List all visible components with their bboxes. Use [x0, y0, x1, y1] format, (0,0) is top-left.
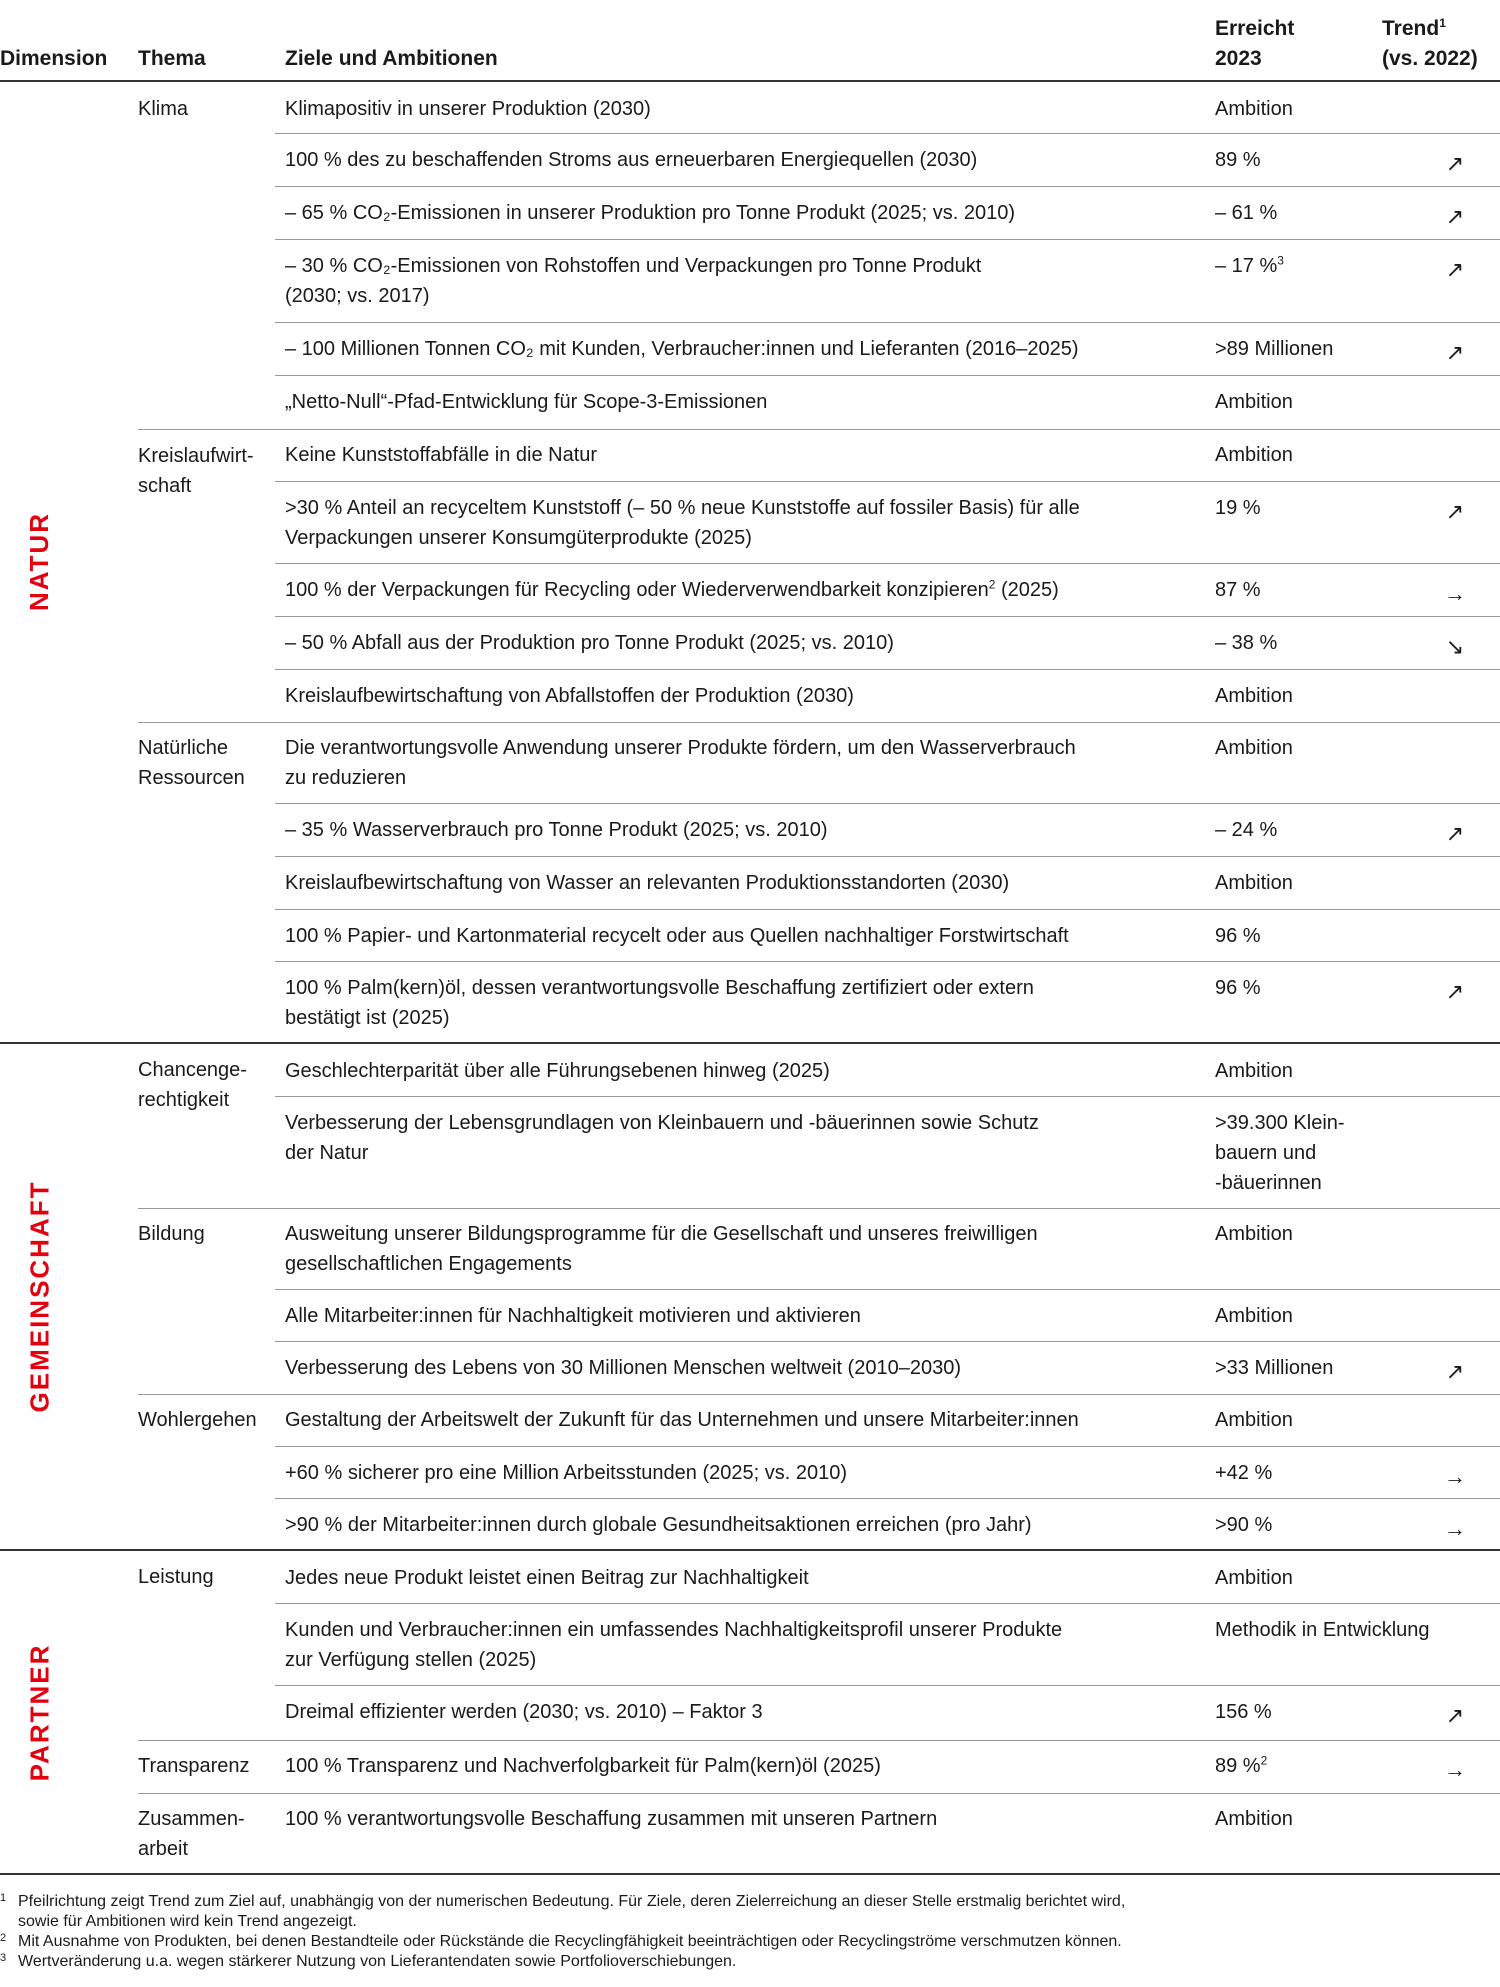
table-row: [275, 618, 1500, 670]
table-row: [275, 324, 1500, 376]
table-row: [275, 483, 1500, 564]
achieved-value: Ambition: [1215, 1409, 1293, 1431]
trend-up-icon: ↗: [1445, 1359, 1465, 1384]
achieved-value: Ambition: [1215, 685, 1293, 707]
goal-text: Jedes neue Produkt leistet einen Beitrag zur Nachhaltigkeit: [285, 1567, 809, 1589]
goal-line1: Ausweitung unserer Bildungsprogramme für die Gesellschaft und unseres freiwilligen: [285, 1223, 1038, 1245]
trend-up-icon: ↗: [1445, 979, 1465, 1004]
header-erreicht-line2: 2023: [1215, 47, 1262, 70]
achieved-value: Ambition: [1215, 1060, 1293, 1082]
table-row: [275, 135, 1500, 187]
goal-text: [285, 251, 1195, 311]
theme-wohlergehen: Wohlergehen: [138, 1409, 257, 1431]
theme-transparenz: Transparenz: [138, 1755, 250, 1777]
achieved-value: +42 %: [1215, 1462, 1273, 1484]
achieved-value: 156 %: [1215, 1701, 1272, 1723]
footnote-number: 3: [0, 1952, 7, 1964]
achieved-value: 96 %: [1215, 925, 1261, 947]
table-row: [275, 430, 1500, 482]
footnote-number: 1: [0, 1892, 7, 1904]
table-row: [275, 671, 1500, 722]
trend-up-icon: ↗: [1445, 204, 1465, 229]
goal-text: Verbesserung des Lebens von 30 Millionen Menschen weltweit (2010–2030): [285, 1357, 961, 1379]
goal-text: 100 % Papier- und Kartonmaterial recycelt oder aus Quellen nachhaltiger Forstwirtschaft: [285, 925, 1069, 947]
footnote-ref: 2: [1260, 1753, 1268, 1768]
achieved-text: – 17 %: [1215, 255, 1278, 277]
goal-text: – 65 % CO₂-Emissionen in unserer Produktion pro Tonne Produkt (2025; vs. 2010): [285, 202, 1016, 224]
achieved-value: Ambition: [1215, 391, 1293, 413]
table-row: [275, 1794, 1500, 1872]
achieved-value: Ambition: [1215, 872, 1293, 894]
achieved-value: Ambition: [1215, 1567, 1293, 1589]
theme-ressourcen-line1: Natürliche: [138, 737, 229, 759]
achieved-value: >89 Millionen: [1215, 338, 1334, 360]
table-row: [275, 1098, 1500, 1208]
theme-zusammen-line1: Zusammen-: [138, 1808, 245, 1830]
goal-text: Keine Kunststoffabfälle in die Natur: [285, 444, 598, 466]
table-row: [275, 1605, 1500, 1686]
achieved-value: Ambition: [1215, 98, 1293, 120]
goal-line2: zu reduzieren: [285, 767, 407, 789]
trend-up-icon: ↗: [1445, 499, 1465, 524]
footnote-text: Mit Ausnahme von Produkten, bei denen Bestandteile oder Rückstände die Recyclingfähigkeit beeinträchtigen oder Recyclingströme verschmutzen können.: [18, 1933, 1122, 1950]
achieved-value: Ambition: [1215, 444, 1293, 466]
table-row: [275, 84, 1500, 134]
goal-text: 100 % des zu beschaffenden Stroms aus erneuerbaren Energiequellen (2030): [285, 149, 978, 171]
footnote-text: sowie für Ambitionen wird kein Trend angezeigt.: [18, 1913, 357, 1930]
trend-down-icon: ↘: [1445, 634, 1465, 659]
goal-text: Geschlechterparität über alle Führungsebenen hinweg (2025): [285, 1060, 830, 1082]
achieved-value: Ambition: [1215, 1223, 1293, 1245]
goal-text: 100 % verantwortungsvolle Beschaffung zusammen mit unseren Partnern: [285, 1808, 938, 1830]
theme-kreislauf-line2: schaft: [138, 475, 192, 497]
goal-text: – 35 % Wasserverbrauch pro Tonne Produkt (2025; vs. 2010): [285, 819, 828, 841]
goal-line2: zur Verfügung stellen (2025): [285, 1649, 537, 1671]
dimension-label-natur: NATUR: [24, 511, 55, 611]
table-row: [275, 963, 1500, 1042]
trend-right-icon: →: [1444, 1464, 1466, 1489]
theme-bildung: Bildung: [138, 1223, 205, 1245]
achieved-text: 89 %: [1215, 1755, 1261, 1777]
header-trend-line2: (vs. 2022): [1382, 47, 1478, 70]
achieved-value: – 24 %: [1215, 819, 1278, 841]
achieved-value: 96 %: [1215, 977, 1261, 999]
trend-up-icon: ↗: [1445, 151, 1465, 176]
theme-chancen-line2: rechtigkeit: [138, 1089, 230, 1111]
goal-text: [285, 1219, 1195, 1279]
footnote-ref: 3: [1277, 253, 1284, 268]
goal-line1: – 30 % CO₂-Emissionen von Rohstoffen und Verpackungen pro Tonne Produkt: [285, 255, 982, 277]
goal-text: Gestaltung der Arbeitswelt der Zukunft für das Unternehmen und unsere Mitarbeiter:innen: [285, 1409, 1079, 1431]
theme-natuerliche-ressourcen: [138, 733, 278, 793]
goal-text: Kreislaufbewirtschaftung von Abfallstoffen der Produktion (2030): [285, 685, 854, 707]
goal-line1: Die verantwortungsvolle Anwendung unserer Produkte fördern, um den Wasserverbrauch: [285, 737, 1076, 759]
table-row: [275, 241, 1500, 323]
achieved-value: Ambition: [1215, 1808, 1293, 1830]
achieved-value: Ambition: [1215, 1305, 1293, 1327]
goal-line2: gesellschaftlichen Engagements: [285, 1253, 572, 1275]
goal-line1: >30 % Anteil an recyceltem Kunststoff (– 50 % neue Kunststoffe auf fossiler Basis) für alle: [285, 497, 1080, 519]
footnote-2: [0, 1932, 1500, 1952]
goal-line1: Verbesserung der Lebensgrundlagen von Kleinbauern und -bäuerinnen sowie Schutz: [285, 1112, 1039, 1134]
goal-text: Dreimal effizienter werden (2030; vs. 2010) – Faktor 3: [285, 1701, 763, 1723]
table-row: [275, 1291, 1500, 1342]
theme-zusammen-line2: arbeit: [138, 1838, 189, 1860]
trend-up-icon: ↗: [1445, 340, 1465, 365]
table-header: [0, 0, 1500, 82]
achieved-value: 87 %: [1215, 579, 1261, 601]
footnote-text: Wertveränderung u.a. wegen stärkerer Nutzung von Lieferantendaten sowie Portfolioverschiebungen.: [18, 1953, 737, 1970]
table-row: [275, 1687, 1500, 1740]
goal-text: – 100 Millionen Tonnen CO₂ mit Kunden, Verbraucher:innen und Lieferanten (2016–2025): [285, 338, 1079, 360]
goal-text: +60 % sicherer pro eine Million Arbeitsstunden (2025; vs. 2010): [285, 1462, 847, 1484]
table-row: [275, 723, 1500, 804]
achieved-line2: bauern und: [1215, 1142, 1317, 1164]
achieved-value: Ambition: [1215, 737, 1293, 759]
table-row: [275, 1500, 1500, 1549]
goal-text: [285, 575, 1195, 605]
goal-line2: bestätigt ist (2025): [285, 1007, 450, 1029]
trend-up-icon: ↗: [1445, 821, 1465, 846]
goal-text: [285, 733, 1195, 793]
goal-line2: Verpackungen unserer Konsumgüterprodukte (2025): [285, 527, 752, 549]
theme-klima: Klima: [138, 98, 189, 120]
trend-up-icon: ↗: [1445, 1703, 1465, 1728]
header-erreicht-line1: Erreicht: [1215, 17, 1295, 40]
goal-text: >90 % der Mitarbeiter:innen durch globale Gesundheitsaktionen erreichen (pro Jahr): [285, 1514, 1032, 1536]
header-erreicht: [1215, 14, 1294, 74]
theme-ressourcen-line2: Ressourcen: [138, 767, 245, 789]
achieved-value: Methodik in Entwicklung: [1215, 1619, 1430, 1641]
table-row: [275, 1209, 1500, 1290]
table-row: [275, 911, 1500, 962]
trend-up-icon: ↗: [1445, 257, 1465, 282]
theme-chancengerechtigkeit: [138, 1055, 278, 1115]
header-trend-sup: 1: [1439, 16, 1446, 30]
header-ziele: Ziele und Ambitionen: [285, 47, 498, 70]
trend-right-icon: →: [1444, 1516, 1466, 1541]
header-trend-line1: Trend: [1382, 17, 1440, 40]
goal-text: [285, 973, 1195, 1033]
table-row: [275, 1046, 1500, 1097]
theme-zusammenarbeit: [138, 1804, 278, 1864]
achieved-value: – 61 %: [1215, 202, 1278, 224]
achieved-value: – 38 %: [1215, 632, 1278, 654]
theme-leistung: Leistung: [138, 1566, 214, 1588]
goal-text: „Netto-Null“-Pfad-Entwicklung für Scope-3-Emissionen: [285, 391, 768, 413]
goal-line1: Kunden und Verbraucher:innen ein umfassendes Nachhaltigkeitsprofil unserer Produkte: [285, 1619, 1063, 1641]
trend-right-icon: →: [1444, 1757, 1466, 1782]
table-row: [275, 1448, 1500, 1499]
footnote-number: 2: [0, 1932, 7, 1944]
goal-text: [285, 493, 1195, 553]
theme-chancen-line1: Chancenge-: [138, 1059, 247, 1081]
goal-text: Alle Mitarbeiter:innen für Nachhaltigkeit motivieren und aktivieren: [285, 1305, 861, 1327]
table-row: [275, 377, 1500, 428]
theme-kreislauf-line1: Kreislaufwirt-: [138, 445, 254, 467]
table-row: [275, 1395, 1500, 1447]
achieved-value: 89 %: [1215, 149, 1261, 171]
achieved-value: >33 Millionen: [1215, 1357, 1334, 1379]
goal-text: Klimapositiv in unserer Produktion (2030): [285, 98, 651, 120]
footnotes: [0, 1892, 1500, 1972]
header-dimension: Dimension: [0, 47, 108, 70]
table-row: [275, 188, 1500, 240]
table-row: [275, 1553, 1500, 1604]
table-row: [275, 805, 1500, 857]
achieved-value: 19 %: [1215, 497, 1261, 519]
goal-text: Kreislaufbewirtschaftung von Wasser an relevanten Produktionsstandorten (2030): [285, 872, 1010, 894]
goal-line2: (2030; vs. 2017): [285, 285, 430, 307]
footnote-ref: 2: [988, 577, 996, 592]
header-thema: Thema: [138, 47, 206, 70]
goal-line1: 100 % Palm(kern)öl, dessen verantwortungsvolle Beschaffung zertifiziert oder extern: [285, 977, 1034, 999]
trend-right-icon: →: [1444, 581, 1466, 606]
table-row: [275, 1741, 1500, 1793]
goal-main: 100 % der Verpackungen für Recycling oder Wiederverwendbarkeit konzipieren: [285, 579, 989, 601]
footnote-text: Pfeilrichtung zeigt Trend zum Ziel auf, unabhängig von der numerischen Bedeutung. Für Ziele, deren Zielerreichung an dieser Stelle erstmalig berichtet wird,: [18, 1893, 1126, 1910]
achieved-value: [1215, 1108, 1475, 1198]
theme-kreislaufwirtschaft: [138, 441, 278, 501]
achieved-line3: -bäuerinnen: [1215, 1172, 1322, 1194]
goal-line2: der Natur: [285, 1142, 369, 1164]
goal-text: – 50 % Abfall aus der Produktion pro Tonne Produkt (2025; vs. 2010): [285, 632, 894, 654]
table-row: [275, 565, 1500, 617]
achieved-value: >90 %: [1215, 1514, 1273, 1536]
goal-tail: (2025): [995, 579, 1059, 601]
header-trend: [1382, 14, 1478, 74]
footnote-1: [0, 1892, 1500, 1932]
goal-text: [285, 1615, 1195, 1675]
table-row: [275, 1343, 1500, 1394]
achieved-line1: >39.300 Klein-: [1215, 1112, 1345, 1134]
dimension-label-partner: PARTNER: [24, 1643, 55, 1781]
table-row: [275, 858, 1500, 910]
goal-text: [285, 1108, 1195, 1168]
footnote-3: [0, 1952, 1500, 1972]
goal-text: 100 % Transparenz und Nachverfolgbarkeit für Palm(kern)öl (2025): [285, 1755, 881, 1777]
dimension-label-gemeinschaft: GEMEINSCHAFT: [24, 1180, 55, 1413]
